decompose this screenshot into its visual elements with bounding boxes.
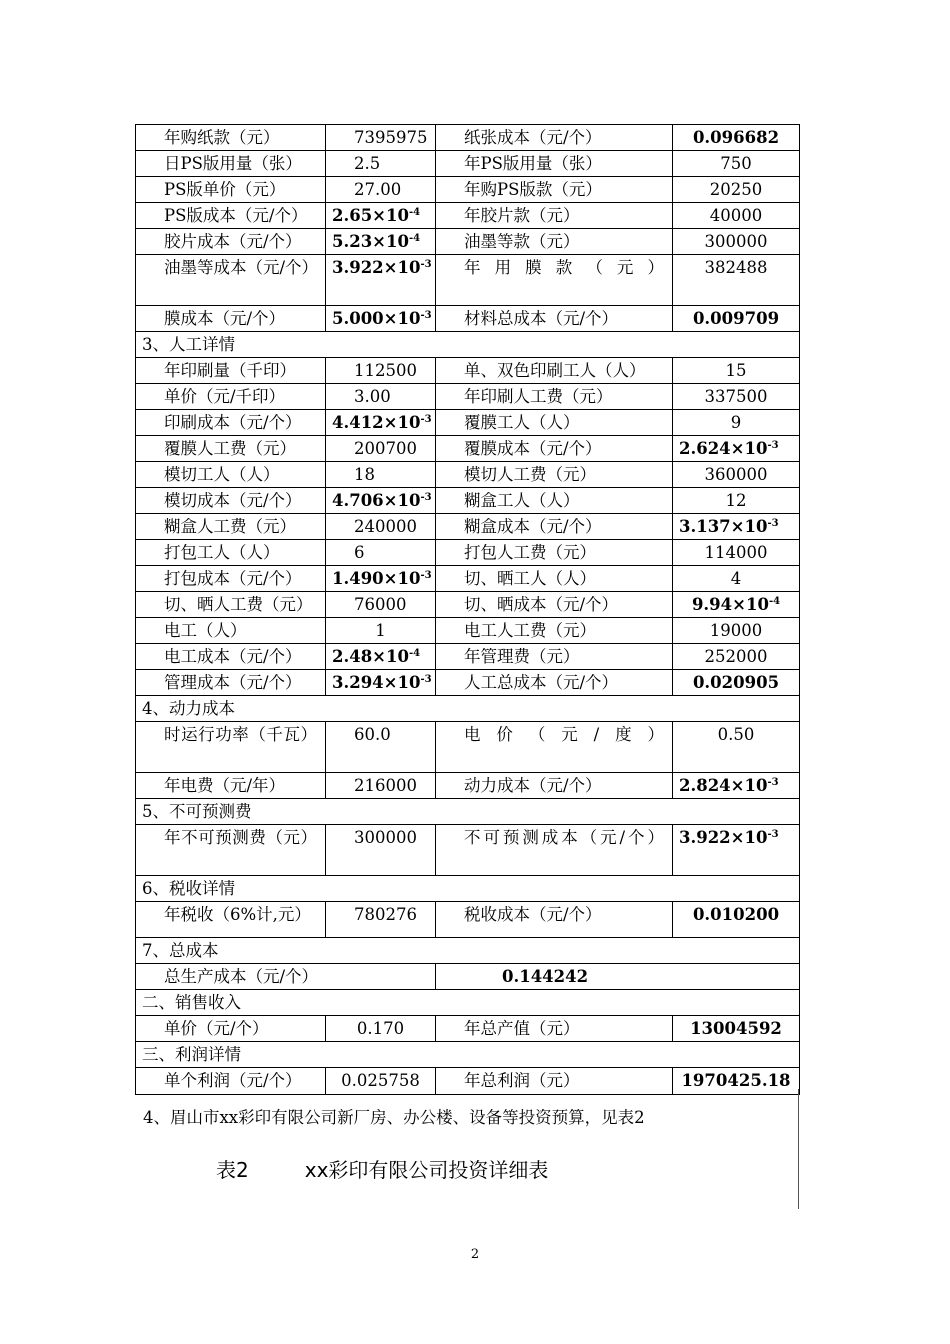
- section-heading: 二、销售收入: [136, 990, 800, 1016]
- table-row: [136, 177, 800, 203]
- table-row: [136, 773, 800, 799]
- cell-value: 12: [673, 488, 800, 514]
- cell-value: 360000: [673, 462, 800, 488]
- cell-label: 不可预测成本（元/个）: [436, 825, 673, 876]
- cell-label: 年购纸款（元）: [136, 125, 326, 151]
- section-heading: 三、利润详情: [136, 1042, 800, 1068]
- cell-label: 总生产成本（元/个）: [136, 964, 436, 990]
- cell-value: 60.0: [326, 722, 436, 773]
- cell-value: $4.706\times 10^{-3}$: [326, 488, 436, 514]
- table-row: [136, 566, 800, 592]
- cell-value: 0.096682: [673, 125, 800, 151]
- table-row: [136, 358, 800, 384]
- cell-label: 单价（元/千印）: [136, 384, 326, 410]
- cell-value: 0.009709: [673, 306, 800, 332]
- cell-label: 覆膜人工费（元）: [136, 436, 326, 462]
- table-row: [136, 306, 800, 332]
- cell-value: 1970425.18: [673, 1068, 800, 1095]
- table-row: [136, 125, 800, 151]
- cell-value: 750: [673, 151, 800, 177]
- table-row: [136, 255, 800, 306]
- cell-label: 年印刷量（千印）: [136, 358, 326, 384]
- cell-label: 油墨等款（元）: [436, 229, 673, 255]
- section-row: [136, 1042, 800, 1068]
- section-heading: 3、人工详情: [136, 332, 800, 358]
- cell-label: 糊盒工人（人）: [436, 488, 673, 514]
- cell-value: 200700: [326, 436, 436, 462]
- cell-value: 112500: [326, 358, 436, 384]
- cell-label: 年购PS版款（元）: [436, 177, 673, 203]
- page-edge-line: [798, 1089, 799, 1209]
- cell-value: 0.144242: [436, 964, 800, 990]
- section-row: [136, 876, 800, 902]
- cell-value: 252000: [673, 644, 800, 670]
- table-caption-label: 表2: [216, 1158, 249, 1182]
- cell-value: 4: [673, 566, 800, 592]
- table-row: [136, 229, 800, 255]
- cell-value: 0.010200: [673, 902, 800, 938]
- cell-value: 382488: [673, 255, 800, 306]
- cell-label: 切、晒工人（人）: [436, 566, 673, 592]
- cell-value: 1: [326, 618, 436, 644]
- cell-label: 年胶片款（元）: [436, 203, 673, 229]
- cell-label: 模切人工费（元）: [436, 462, 673, 488]
- cell-label: 模切成本（元/个）: [136, 488, 326, 514]
- cell-label: 打包成本（元/个）: [136, 566, 326, 592]
- table-row: [136, 825, 800, 876]
- table-row: [136, 644, 800, 670]
- cell-value: 0.50: [673, 722, 800, 773]
- cell-label: 税收成本（元/个）: [436, 902, 673, 938]
- cell-value: $4.412\times 10^{-3}$: [326, 410, 436, 436]
- cell-value: $3.294\times 10^{-3}$: [326, 670, 436, 696]
- table-caption: [216, 1154, 548, 1183]
- cell-label: 单、双色印刷工人（人）: [436, 358, 673, 384]
- cell-label: 年印刷人工费（元）: [436, 384, 673, 410]
- cell-label: 电价（元/度）: [436, 722, 673, 773]
- cell-label: 管理成本（元/个）: [136, 670, 326, 696]
- cell-label: 单价（元/个）: [136, 1016, 326, 1042]
- cell-value: $1.490\times 10^{-3}$: [326, 566, 436, 592]
- table-row: [136, 410, 800, 436]
- cell-label: 电工人工费（元）: [436, 618, 673, 644]
- cell-value: 19000: [673, 618, 800, 644]
- cell-label: 年用膜款（元）: [436, 255, 673, 306]
- section-row: [136, 990, 800, 1016]
- table-row: [136, 203, 800, 229]
- cell-value: 0.025758: [326, 1068, 436, 1095]
- cell-value: $9.94\times 10^{-4}$: [673, 592, 800, 618]
- cell-value: 13004592: [673, 1016, 800, 1042]
- cell-label: 时运行功率（千瓦）: [136, 722, 326, 773]
- cell-value: $3.922\times 10^{-3}$: [673, 825, 800, 876]
- cell-label: 打包工人（人）: [136, 540, 326, 566]
- cell-label: 打包人工费（元）: [436, 540, 673, 566]
- cell-value: $2.48\times 10^{-4}$: [326, 644, 436, 670]
- table-caption-title: xx彩印有限公司投资详细表: [304, 1158, 549, 1182]
- cell-value: $2.824\times 10^{-3}$: [673, 773, 800, 799]
- cell-label: 电工成本（元/个）: [136, 644, 326, 670]
- cell-label: 切、晒人工费（元）: [136, 592, 326, 618]
- table-row: [136, 151, 800, 177]
- cell-value: 6: [326, 540, 436, 566]
- table-row: [136, 722, 800, 773]
- cell-value: 240000: [326, 514, 436, 540]
- cell-value: 40000: [673, 203, 800, 229]
- cell-label: 年管理费（元）: [436, 644, 673, 670]
- section-row: [136, 938, 800, 964]
- table-row: [136, 902, 800, 938]
- cell-value: $5.000\times 10^{-3}$: [326, 306, 436, 332]
- cell-label: 糊盒成本（元/个）: [436, 514, 673, 540]
- budget-note: 4、眉山市xx彩印有限公司新厂房、办公楼、设备等投资预算，见表2: [143, 1108, 645, 1127]
- cell-label: 纸张成本（元/个）: [436, 125, 673, 151]
- cell-label: 年电费（元/年）: [136, 773, 326, 799]
- cell-label: 人工总成本（元/个）: [436, 670, 673, 696]
- cell-value: 2.5: [326, 151, 436, 177]
- cell-label: 年PS版用量（张）: [436, 151, 673, 177]
- cell-label: 切、晒成本（元/个）: [436, 592, 673, 618]
- table-row: [136, 964, 800, 990]
- section-row: [136, 799, 800, 825]
- cell-label: 年不可预测费（元）: [136, 825, 326, 876]
- page-number: 2: [470, 1247, 480, 1262]
- cell-label: 年总产值（元）: [436, 1016, 673, 1042]
- cell-label: 日PS版用量（张）: [136, 151, 326, 177]
- cost-detail-table: [135, 124, 800, 1095]
- cell-value: 3.00: [326, 384, 436, 410]
- cell-value: 337500: [673, 384, 800, 410]
- cell-value: $3.922\times 10^{-3}$: [326, 255, 436, 306]
- cell-value: 27.00: [326, 177, 436, 203]
- cell-label: 材料总成本（元/个）: [436, 306, 673, 332]
- cell-value: $5.23\times 10^{-4}$: [326, 229, 436, 255]
- cell-value: $2.65\times 10^{-4}$: [326, 203, 436, 229]
- cell-label: 印刷成本（元/个）: [136, 410, 326, 436]
- cell-label: 覆膜工人（人）: [436, 410, 673, 436]
- cell-label: 胶片成本（元/个）: [136, 229, 326, 255]
- table-row: [136, 1068, 800, 1095]
- cell-value: 20250: [673, 177, 800, 203]
- cell-value: $3.137\times 10^{-3}$: [673, 514, 800, 540]
- section-heading: 4、动力成本: [136, 696, 800, 722]
- table-row: [136, 540, 800, 566]
- table-row: [136, 488, 800, 514]
- table-row: [136, 462, 800, 488]
- cell-label: 膜成本（元/个）: [136, 306, 326, 332]
- cell-label: 油墨等成本（元/个）: [136, 255, 326, 306]
- cell-label: 覆膜成本（元/个）: [436, 436, 673, 462]
- cell-value: 0.170: [326, 1016, 436, 1042]
- table-row: [136, 514, 800, 540]
- table-row: [136, 592, 800, 618]
- cell-label: PS版成本（元/个）: [136, 203, 326, 229]
- cell-value: 76000: [326, 592, 436, 618]
- cell-label: 动力成本（元/个）: [436, 773, 673, 799]
- cell-label: PS版单价（元）: [136, 177, 326, 203]
- cell-label: 糊盒人工费（元）: [136, 514, 326, 540]
- cell-value: 300000: [673, 229, 800, 255]
- cell-label: 单个利润（元/个）: [136, 1068, 326, 1095]
- section-heading: 7、总成本: [136, 938, 800, 964]
- cell-value: 300000: [326, 825, 436, 876]
- cell-label: 年总利润（元）: [436, 1068, 673, 1095]
- table-row: [136, 1016, 800, 1042]
- cell-value: 114000: [673, 540, 800, 566]
- cell-value: 9: [673, 410, 800, 436]
- cell-label: 电工（人）: [136, 618, 326, 644]
- table-row: [136, 618, 800, 644]
- table-row: [136, 436, 800, 462]
- section-row: [136, 332, 800, 358]
- cell-value: 216000: [326, 773, 436, 799]
- section-heading: 5、不可预测费: [136, 799, 800, 825]
- cell-value: 18: [326, 462, 436, 488]
- cell-value: 15: [673, 358, 800, 384]
- table-row: [136, 384, 800, 410]
- cell-label: 年税收（6%计,元）: [136, 902, 326, 938]
- cell-value: 7395975: [326, 125, 436, 151]
- cell-value: $2.624\times 10^{-3}$: [673, 436, 800, 462]
- table-row: [136, 670, 800, 696]
- section-row: [136, 696, 800, 722]
- cell-label: 模切工人（人）: [136, 462, 326, 488]
- cell-value: 0.020905: [673, 670, 800, 696]
- cell-value: 780276: [326, 902, 436, 938]
- section-heading: 6、税收详情: [136, 876, 800, 902]
